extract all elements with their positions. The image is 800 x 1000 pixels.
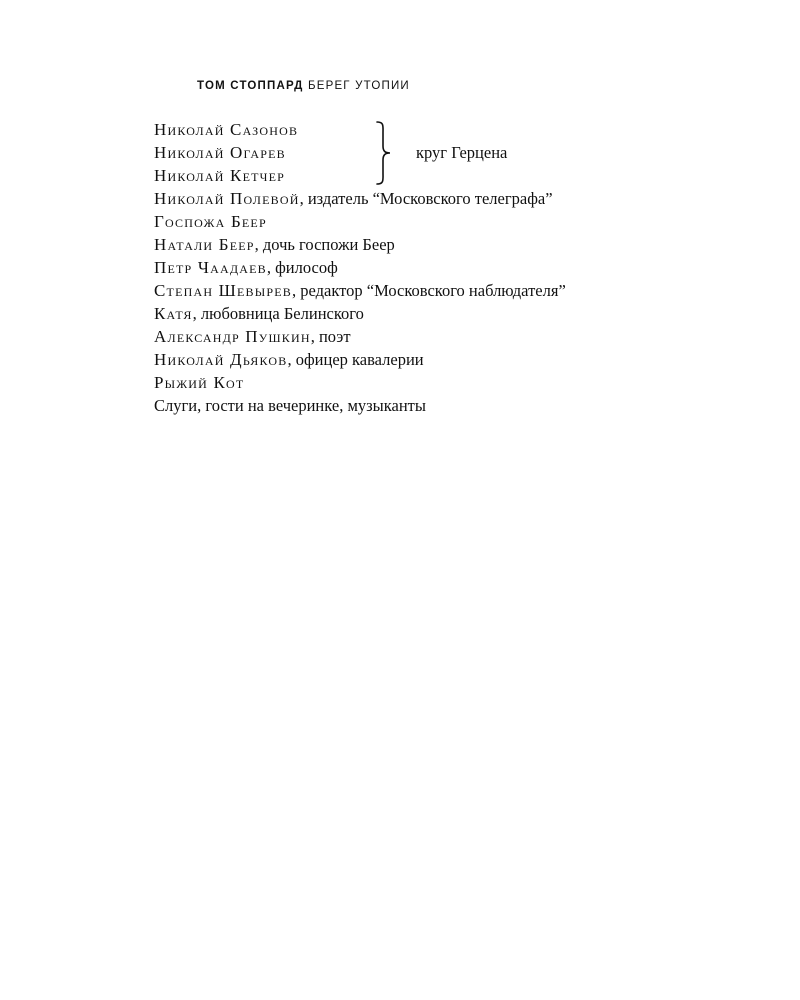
curly-brace-icon <box>374 121 394 185</box>
cast-entry <box>154 371 714 394</box>
cast-entry <box>154 256 714 279</box>
cast-description: , дочь госпожи Беер <box>254 235 395 254</box>
cast-description: , философ <box>266 258 338 277</box>
cast-name: Николай Полевой <box>154 189 300 208</box>
cast-description: , издатель “Московского телеграфа” <box>299 189 553 208</box>
cast-description: , поэт <box>310 327 351 346</box>
cast-name: Катя <box>154 304 193 323</box>
cast-entry <box>154 348 714 371</box>
cast-name: Александр Пушкин <box>154 327 311 346</box>
cast-entry <box>154 233 714 256</box>
cast-name-ogarev: Николай Огарев <box>154 143 286 162</box>
cast-entry <box>154 325 714 348</box>
cast-name: Степан Шевырев <box>154 281 293 300</box>
cast-entry <box>154 302 714 325</box>
cast-name: Петр Чаадаев <box>154 258 267 277</box>
cast-name: Госпожа Беер <box>154 212 267 231</box>
cast-extras: Слуги, гости на вечеринке, музыканты <box>154 396 426 415</box>
running-head-author: ТОМ СТОППАРД <box>197 80 304 92</box>
cast-name: Рыжий Кот <box>154 373 245 392</box>
herzen-circle-group <box>154 118 714 187</box>
running-head-title: БЕРЕГ УТОПИИ <box>307 80 410 92</box>
cast-name-sazonov: Николай Сазонов <box>154 120 299 139</box>
cast-entry <box>154 279 714 302</box>
cast-description: , редактор “Московского наблюдателя” <box>292 281 566 300</box>
cast-name-ketcher: Николай Кетчер <box>154 166 286 185</box>
cast-name: Николай Дьяков <box>154 350 288 369</box>
cast-entry <box>154 187 714 210</box>
cast-description: , офицер кавалерии <box>287 350 424 369</box>
cast-list <box>154 118 714 417</box>
cast-entry <box>154 210 714 233</box>
running-head <box>197 80 410 92</box>
cast-name: Натали Беер <box>154 235 255 254</box>
herzen-circle-label: круг Герцена <box>416 143 508 162</box>
cast-description: , любовница Белинского <box>192 304 364 323</box>
